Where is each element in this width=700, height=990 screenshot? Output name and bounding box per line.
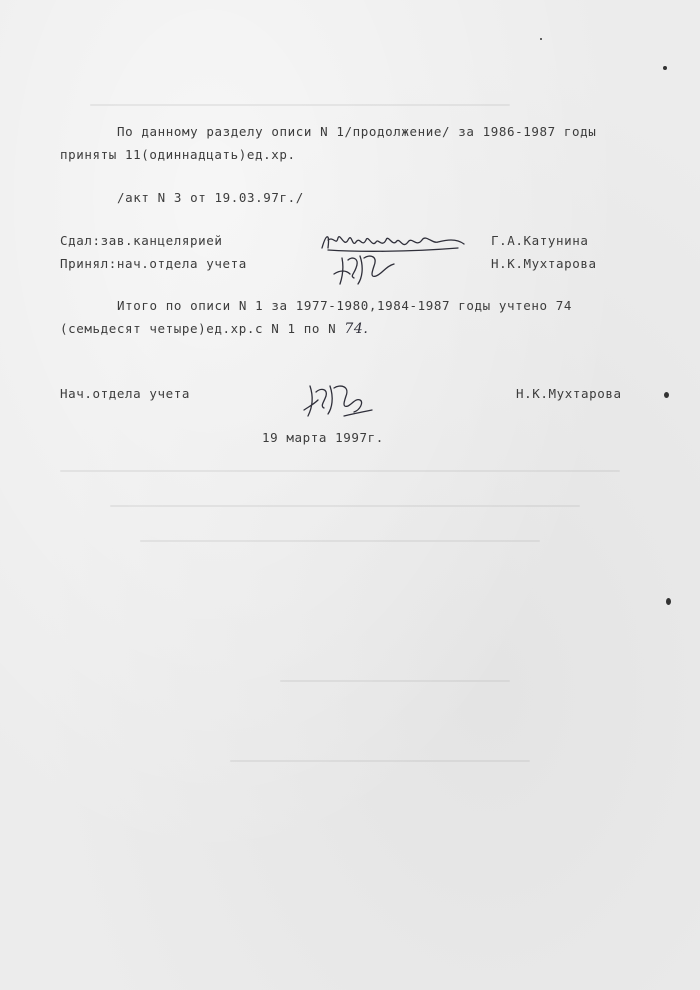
head-signature: [300, 380, 380, 420]
bleed-through-mark: [110, 505, 580, 507]
act-reference: /акт N 3 от 19.03.97г./: [117, 190, 304, 205]
intro-line-1: По данному разделу описи N 1/продолжение/ за 1986-1987 годы: [117, 124, 597, 139]
received-label: Принял:нач.отдела учета: [60, 256, 247, 271]
paper-speck: [663, 66, 667, 70]
bleed-through-mark: [60, 470, 620, 472]
head-label: Нач.отдела учета: [60, 386, 191, 401]
handed-over-label: Сдал:зав.канцелярией: [60, 233, 223, 248]
bleed-through-mark: [90, 104, 510, 106]
handwritten-count: 74.: [344, 321, 369, 337]
total-line-2: [60, 321, 368, 337]
mukhtarova-signature: [330, 248, 400, 288]
paper-speck: [540, 38, 542, 40]
paper-speck: [666, 598, 671, 605]
handed-over-name: Г.А.Катунина: [491, 233, 589, 248]
intro-line-2: приняты 11(одиннадцать)ед.хр.: [60, 147, 296, 162]
bleed-through-mark: [230, 760, 530, 762]
bleed-through-mark: [280, 680, 510, 682]
total-line-1: Итого по описи N 1 за 1977-1980,1984-1987 годы учтено 74: [117, 298, 573, 313]
paper-speck: [664, 392, 669, 398]
received-name: Н.К.Мухтарова: [491, 256, 597, 271]
total-line-2-text: (семьдесят четыре)ед.хр.с N 1 по N: [60, 321, 345, 336]
document-date: 19 марта 1997г.: [262, 430, 384, 445]
bleed-through-mark: [140, 540, 540, 542]
head-name: Н.К.Мухтарова: [516, 386, 622, 401]
